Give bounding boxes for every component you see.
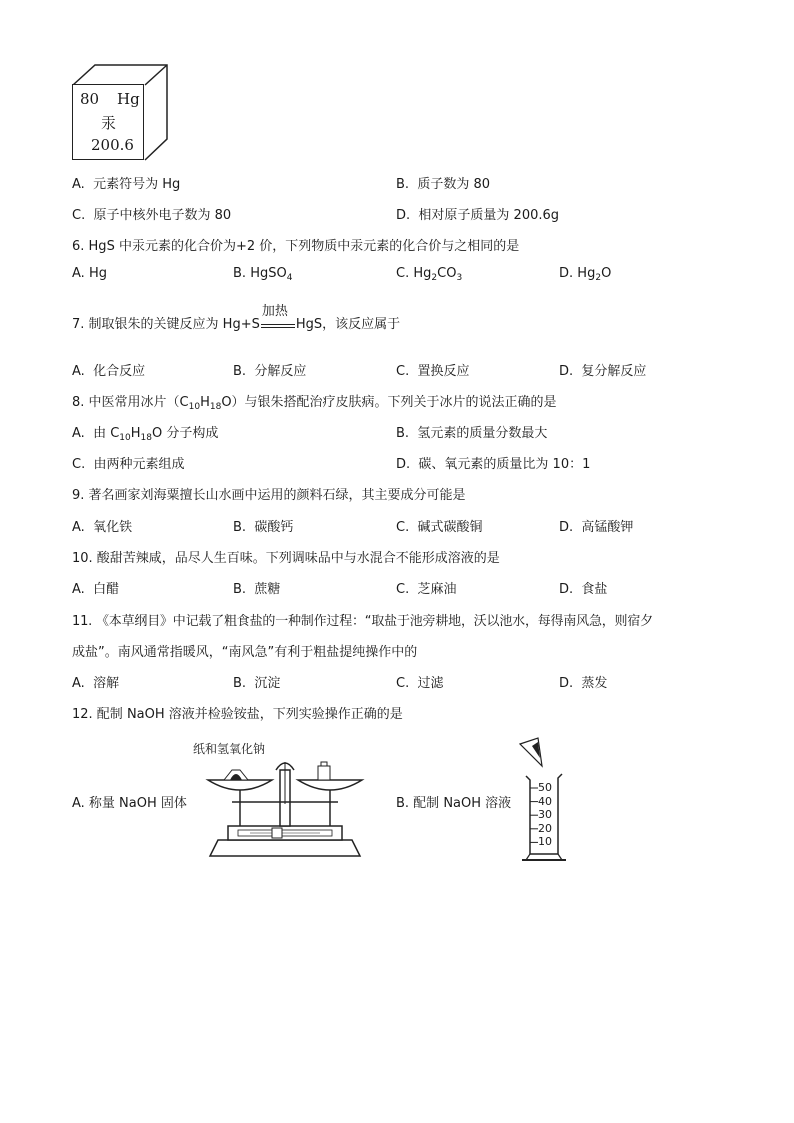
q8-option-a[interactable]: A. 由 $C_{10}H_{18}O$ 分子构成 xyxy=(72,426,219,443)
q10-stem: 10. 酸甜苦辣咸，品尽人生百味。下列调味品中与水混合不能形成溶液的是 xyxy=(72,551,500,566)
cylinder-mark-20: 20 xyxy=(538,821,552,835)
cylinder-ticks xyxy=(530,788,538,842)
q11-option-c[interactable]: C. 过滤 xyxy=(396,676,444,691)
q8-option-c[interactable]: C. 由两种元素组成 xyxy=(72,457,185,472)
q11-option-d[interactable]: D. 蒸发 xyxy=(559,676,608,691)
q10-option-a[interactable]: A. 白醋 xyxy=(72,582,120,597)
cylinder-mark-10: 10 xyxy=(538,835,552,849)
q7-option-b[interactable]: B. 分解反应 xyxy=(233,364,307,379)
cylinder-scale xyxy=(538,781,552,849)
cylinder-mark-30: 30 xyxy=(538,808,552,822)
equals-sign xyxy=(261,324,295,328)
q12-option-b[interactable]: B. 配制 NaOH 溶液 xyxy=(396,796,512,811)
element-symbol: Hg xyxy=(117,90,140,108)
q6-option-b[interactable]: B. HgSO$_4$ xyxy=(233,266,293,283)
balance-label: 纸和氢氧化钠 xyxy=(193,742,266,756)
q8-option-b[interactable]: B. 氢元素的质量分数最大 xyxy=(396,426,548,441)
q6-option-d[interactable]: D. $Hg_2O$ xyxy=(559,266,612,283)
q12-stem: 12. 配制 NaOH 溶液并检验铵盐，下列实验操作正确的是 xyxy=(72,707,403,722)
q6-option-a[interactable]: A. Hg xyxy=(72,266,107,281)
q11-option-a[interactable]: A. 溶解 xyxy=(72,676,120,691)
element-name: 汞 xyxy=(101,114,117,132)
q9-option-b[interactable]: B. 碳酸钙 xyxy=(233,520,294,535)
q11-stem-line1: 11. 《本草纲目》中记载了粗食盐的一种制作过程：“取盐于池旁耕地，沃以池水，每得南风急，则宿夕 xyxy=(72,614,653,629)
atomic-number: 80 xyxy=(80,90,100,108)
balance-illustration xyxy=(200,752,370,862)
q9-option-d[interactable]: D. 高锰酸钾 xyxy=(559,520,634,535)
cylinder-mark-50: 50 xyxy=(538,781,552,794)
q7-stem: 7. 制取银朱的关键反应为 Hg+S 加热 HgS，该反应属于 xyxy=(72,313,400,332)
q5-option-a[interactable]: A. 元素符号为 Hg xyxy=(72,177,181,192)
q6-option-c[interactable]: C. $Hg_2CO_3$ xyxy=(396,266,463,283)
q10-option-d[interactable]: D. 食盐 xyxy=(559,582,608,597)
q7-option-d[interactable]: D. 复分解反应 xyxy=(559,364,647,379)
q10-option-c[interactable]: C. 芝麻油 xyxy=(396,582,457,597)
q11-stem-line2: 成盐”。南风通常指暖风，“南风急”有利于粗盐提纯操作中的 xyxy=(72,645,418,660)
q8-option-d[interactable]: D. 碳、氧元素的质量比为 10：1 xyxy=(396,457,591,472)
q12-option-a[interactable]: A. 称量 NaOH 固体 xyxy=(72,796,187,811)
q7-option-a[interactable]: A. 化合反应 xyxy=(72,364,146,379)
q9-option-c[interactable]: C. 碱式碳酸铜 xyxy=(396,520,483,535)
q6-stem: 6. HgS 中汞元素的化合价为+2 价，下列物质中汞元素的化合价与之相同的是 xyxy=(72,239,520,254)
reaction-condition: 加热 xyxy=(261,304,288,319)
element-card-face xyxy=(72,84,144,160)
q5-option-b[interactable]: B. 质子数为 80 xyxy=(396,177,491,192)
q10-option-b[interactable]: B. 蔗糖 xyxy=(233,582,281,597)
q9-stem: 9. 著名画家刘海粟擅长山水画中运用的颜料石绿，其主要成分可能是 xyxy=(72,488,466,503)
reaction-arrow xyxy=(261,304,295,328)
q5-option-c[interactable]: C. 原子中核外电子数为 80 xyxy=(72,208,232,223)
q8-stem: 8. 中医常用冰片$(C_{10}H_{18}O)$与银朱搭配治疗皮肤病。下列关于冰片的说法正确的是 xyxy=(72,395,557,412)
q7-option-c[interactable]: C. 置换反应 xyxy=(396,364,470,379)
q11-option-b[interactable]: B. 沉淀 xyxy=(233,676,281,691)
cylinder-mark-40: 40 xyxy=(538,794,552,808)
q5-option-d[interactable]: D. 相对原子质量为 200.6g xyxy=(396,208,560,223)
q9-option-a[interactable]: A. 氧化铁 xyxy=(72,520,133,535)
element-card-mercury xyxy=(72,64,168,162)
atomic-mass: 200.6 xyxy=(91,136,134,154)
